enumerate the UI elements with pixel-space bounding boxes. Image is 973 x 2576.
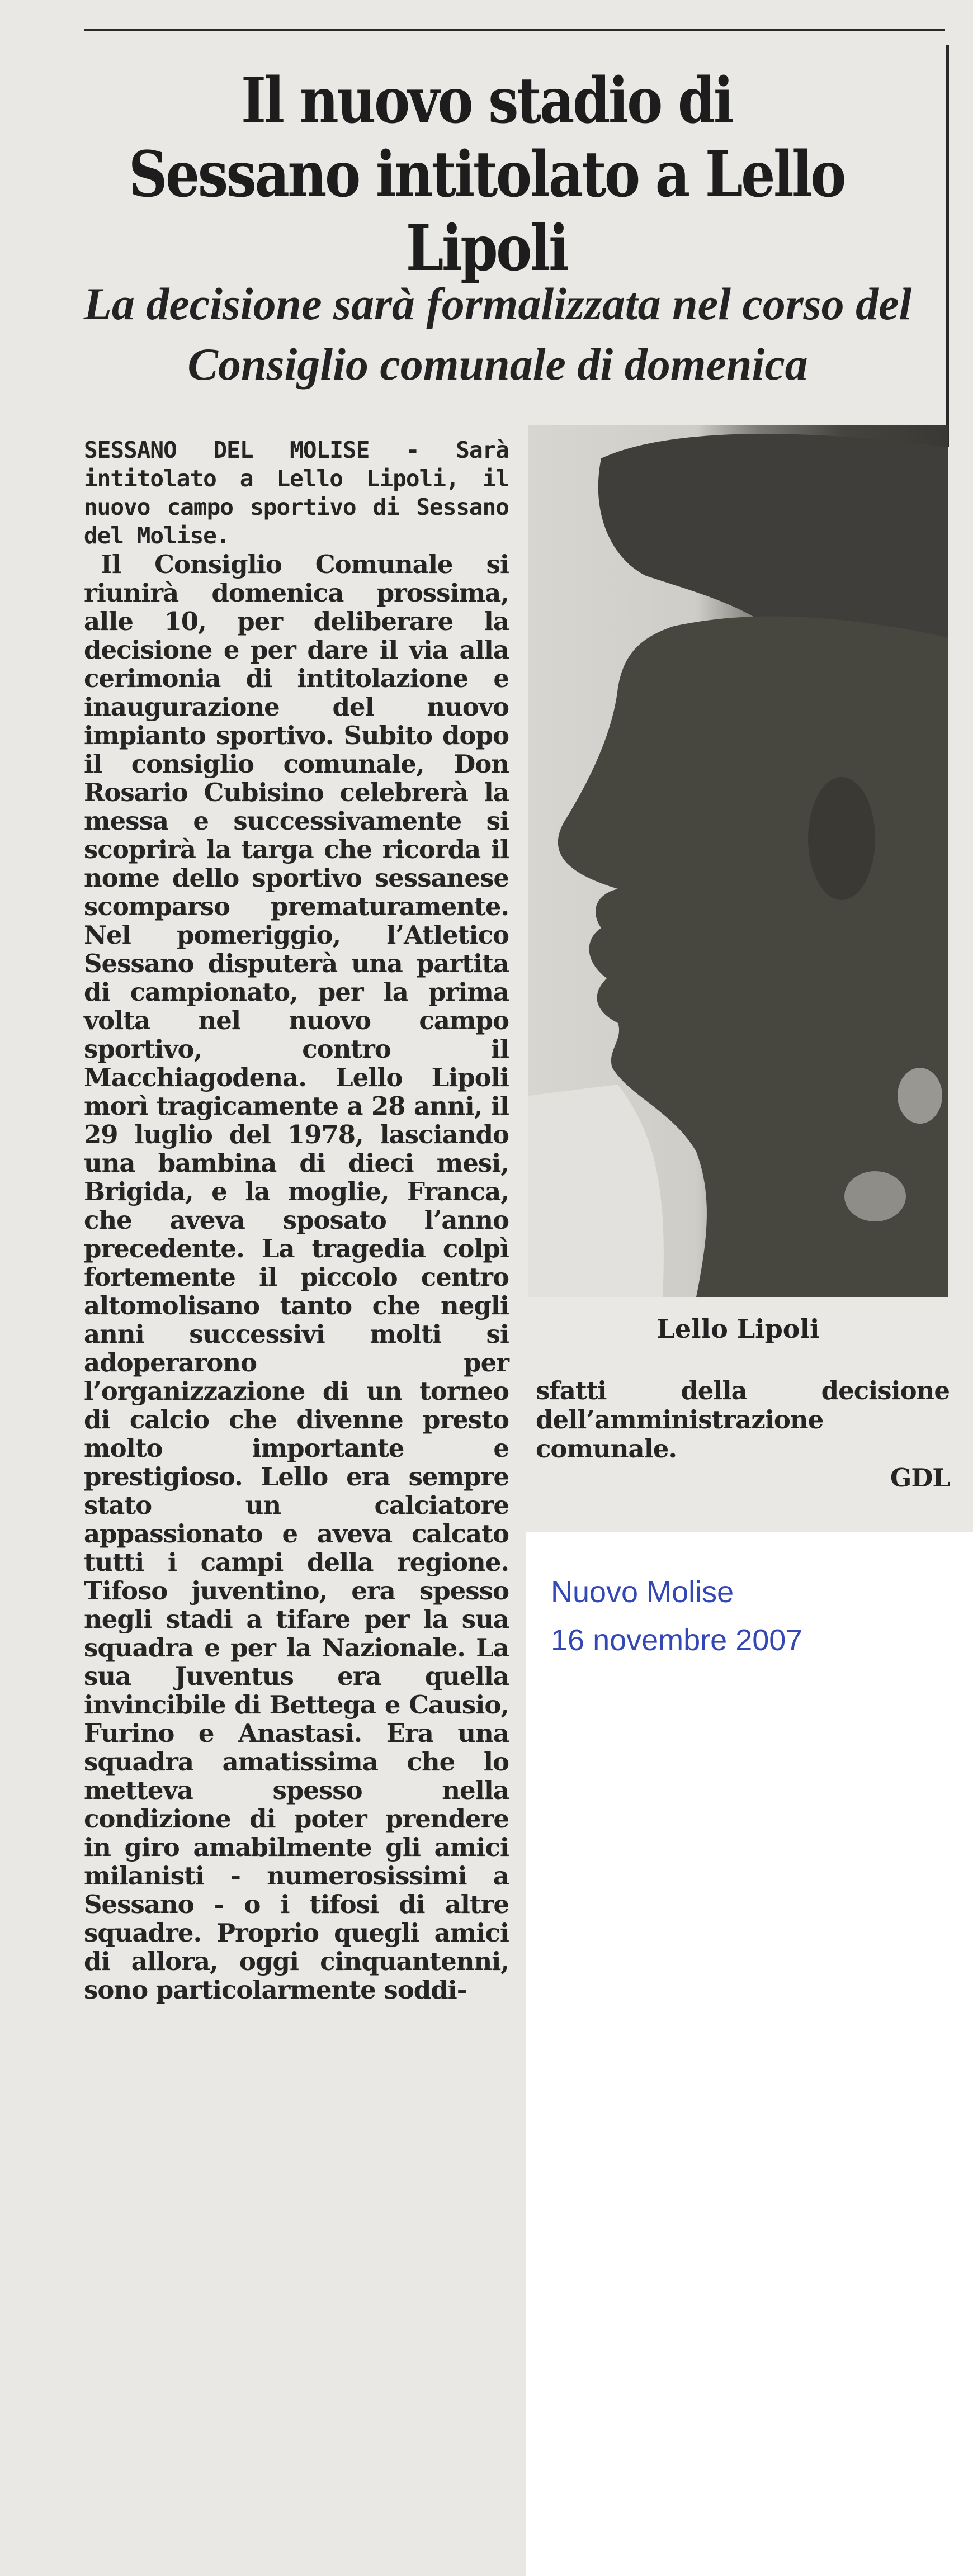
annotation-paper [526, 1532, 973, 2576]
article-body [84, 436, 509, 2004]
column-rule [946, 45, 949, 447]
portrait-silhouette [528, 425, 948, 1297]
headline: Il nuovo stadio di Sessano intitolato a Lello Lipoli [128, 64, 845, 285]
top-rule [84, 29, 945, 31]
body-main: Il Consiglio Comunale si riunirà domenica prossima, alle 10, per deliberare la decisione e per dare il via alla cerimonia di intitolazione e inaugurazione del nuovo impianto sportivo. Subito dopo il consiglio comunale, Don Rosario Cubisino celebrerà la messa e successivamente si scoprirà la targa che ricorda il nome dello sportivo sessanese scomparso prematuramente. Nel pomeriggio, l’Atletico Sessano disputerà una partita di campionato, per la prima volta nel nuovo campo sportivo, contro il Macchiagodena. Lello Lipoli morì tragicamente a 28 anni, il 29 luglio del 1978, lasciando una bambina di dieci mesi, Brigida, e la moglie, Franca, che aveva sposato l’anno precedente. La tragedia colpì fortemente il piccolo centro altomolisano tanto che negli anni successivi molti si adoperarono per l’organizzazione di un torneo di calcio che divenne presto molto importante e prestigioso. Lello era sempre stato un calciatore appassionato e aveva calcato tutti i campi della regione. Tifoso juventino, era spesso negli stadi a tifare per la sua squadra e per la Nazionale. La sua Juventus era quella invincibile di Bettega e Causio, Furino e Anastasi. Era una squadra amatissima che lo metteva spesso nella condizione di poter prendere in giro amabilmente gli amici milanisti - numerosissimi a Sessano - o i tifosi di altre squadre. Proprio quegli amici di allora, oggi cinquantenni, sono particolarmente soddi- [84, 550, 509, 2005]
body-lead: SESSANO DEL MOLISE - Sarà intitolato a Lello Lipoli, il nuovo campo sportivo di Sessano del Molise. [84, 437, 509, 549]
body-end: sfatti della decisione dell’amministrazione comunale. [536, 1376, 950, 1464]
source-publication: Nuovo Molise [551, 1575, 734, 1609]
portrait-photo [528, 425, 948, 1297]
source-annotation [551, 1568, 942, 1664]
subheadline: La decisione sarà formalizzata nel corso del Consiglio comunale di domenica [83, 278, 912, 390]
article-continuation [536, 1376, 950, 1493]
photo-caption: Lello Lipoli [656, 1314, 820, 1344]
signature: GDL [890, 1463, 950, 1493]
source-date: 16 novembre 2007 [551, 1623, 803, 1657]
